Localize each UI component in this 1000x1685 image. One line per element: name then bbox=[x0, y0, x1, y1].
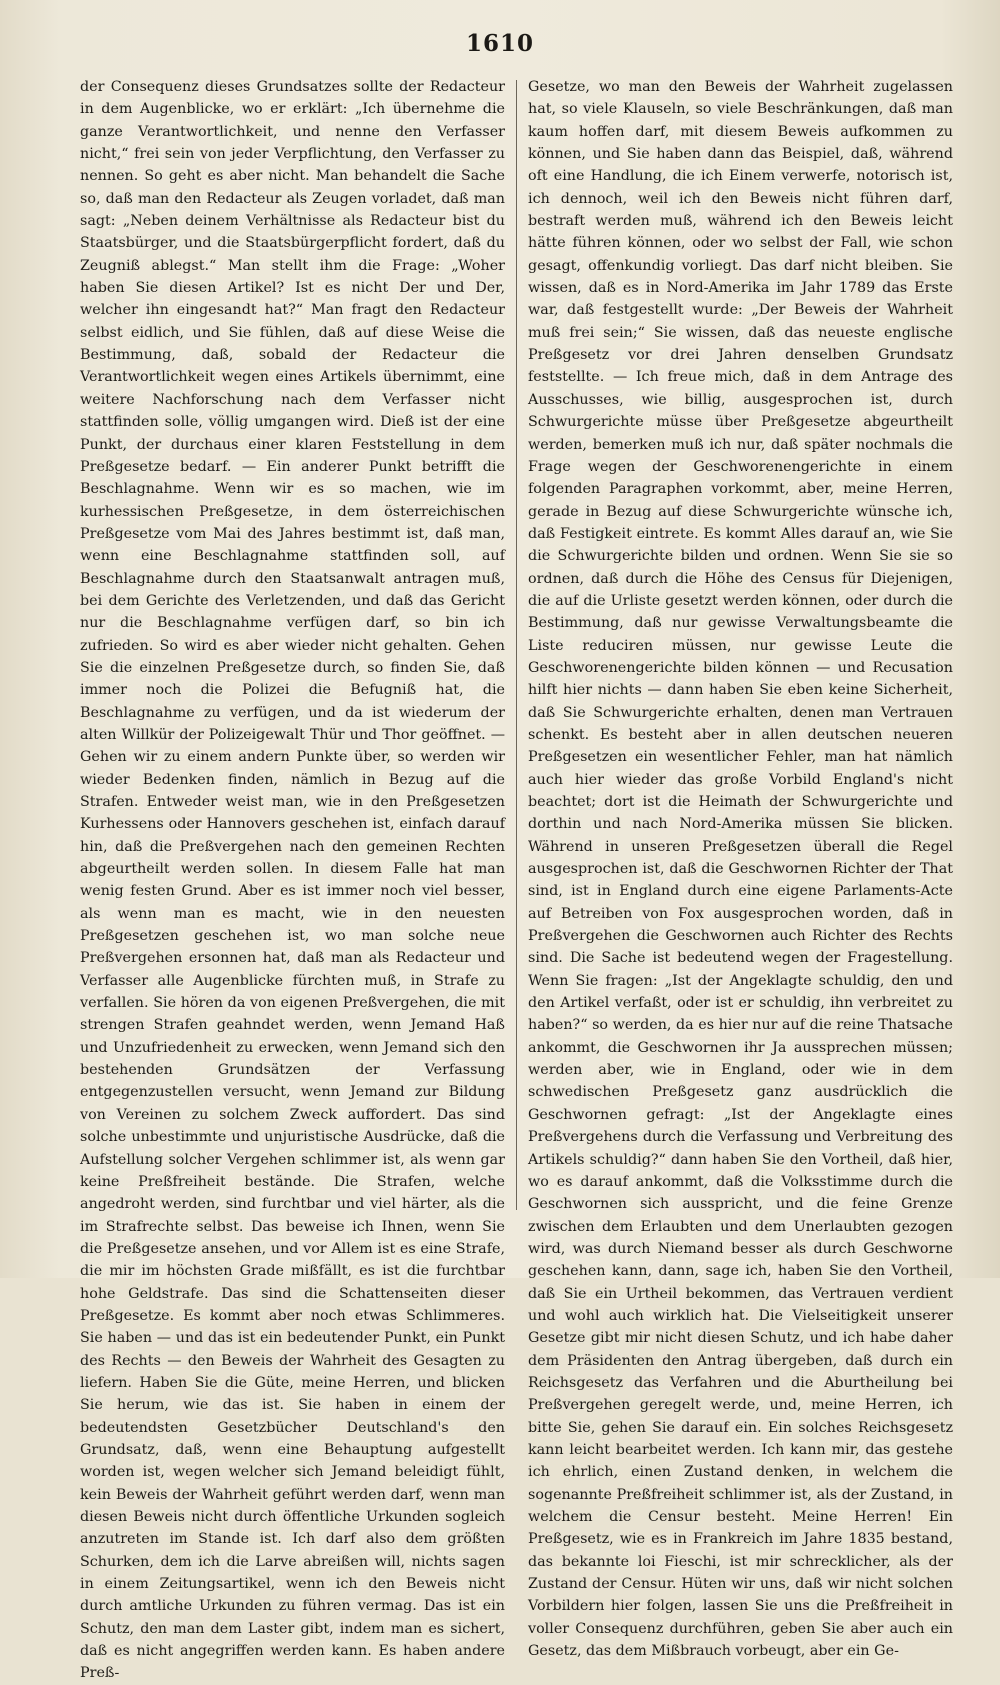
text-column-right bbox=[528, 76, 953, 1660]
column-text-right: Gesetze, wo man den Beweis der Wahrheit zugelassen hat, so viele Klauseln, so viele Beschränkungen, daß man kaum hoffen darf, mit diesem Beweis aufkommen zu können, und Sie haben dann das Beispiel, daß, während oft eine Handlung, die ich Einem verwerfe, notorisch ist, ich dennoch, weil ich den Beweis nicht führen darf, bestraft werden muß, während ich den Beweis leicht hätte führen können, oder wo selbst der Fall, wie schon gesagt, offenkundig vorliegt. Das darf nicht bleiben. Sie wissen, daß es in Nord-Amerika im Jahr 1789 das Erste war, daß festgestellt wurde: „Der Beweis der Wahrheit muß frei sein;“ Sie wissen, daß das neueste englische Preßgesetz vor drei Jahren denselben Grundsatz feststellte. — Ich freue mich, daß in dem Antrage des Ausschusses, wie billig, ausgesprochen ist, durch Schwurgerichte müsse über Preßgesetze abgeurtheilt werden, bemerken muß ich nur, daß später nochmals die Frage wegen der Geschworenengerichte in einem folgenden Paragraphen vorkommt, aber, meine Herren, gerade in Bezug auf diese Schwurgerichte wünsche ich, daß Festigkeit eintrete. Es kommt Alles darauf an, wie Sie die Schwurgerichte bilden und ordnen. Wenn Sie sie so ordnen, daß durch die Höhe des Census für Diejenigen, die auf die Urliste gesetzt werden können, oder durch die Bestimmung, daß nur gewisse Verwaltungsbeamte die Liste reduciren müssen, nur gewisse Leute die Geschworenengerichte bilden können — und Recusation hilft hier nichts — dann haben Sie eben keine Sicherheit, daß Sie Schwurgerichte erhalten, denen man Vertrauen schenkt. Es besteht aber in allen deutschen neueren Preßgesetzen ein wesentlicher Fehler, man hat nämlich auch hier wieder das große Vorbild England's nicht beachtet; dort ist die Heimath der Schwurgerichte und dorthin und nach Nord-Amerika müssen Sie blicken. Während in unseren Preßgesetzen überall die Regel ausgesprochen ist, daß die Geschwornen Richter der That sind, ist in England durch eine eigene Parlaments-Acte auf Betreiben von Fox ausgesprochen worden, daß in Preßvergehen die Geschwornen auch Richter des Rechts sind. Die Sache ist bedeutend wegen der Fragestellung. Wenn Sie fragen: „Ist der Angeklagte schuldig, den und den Artikel verfaßt, oder ist er schuldig, ihn verbreitet zu haben?“ so werden, da es hier nur auf die reine Thatsache ankommt, die Geschwornen ihr Ja aussprechen müssen; werden aber, wie in England, oder wie in dem schwedischen Preßgesetz ganz ausdrücklich die Geschwornen gefragt: „Ist der Angeklagte eines Preßvergehens durch die Verfassung und Verbreitung des Artikels schuldig?“ dann haben Sie den Vortheil, daß hier, wo es darauf ankommt, daß die Volksstimme durch die Geschwornen sich ausspricht, und die feine Grenze zwischen dem Erlaubten und dem Unerlaubten gezogen wird, was durch Niemand besser als durch Geschworne geschehen kann, dann, sage ich, haben Sie den Vortheil, daß Sie ein Urtheil bekommen, das Vertrauen verdient und wohl auch wirklich hat. Die Vielseitigkeit unserer Gesetze gibt mir nicht diesen Schutz, und ich habe daher dem Präsidenten den Antrag übergeben, daß durch ein Reichsgesetz das Verfahren und die Aburtheilung bei Preßvergehen geregelt werde, und, meine Herren, ich bitte Sie, gehen Sie darauf ein. Ein solches Reichsgesetz kann leicht bearbeitet werden. Ich kann mir, das gestehe ich ehrlich, einen Zustand denken, in welchem die sogenannte Preßfreiheit schlimmer ist, als der Zustand, in welchem die Censur besteht. Meine Herren! Ein Preßgesetz, wie es in Frankreich im Jahre 1835 bestand, das bekannte loi Fieschi, ist mir schrecklicher, als der Zustand der Censur. Hüten wir uns, daß wir nicht solchen Vorbildern hier folgen, lassen Sie uns die Preßfreiheit in voller Consequenz durchführen, geben Sie aber auch ein Gesetz, das dem Mißbrauch vorbeugt, aber ein Ge- bbox=[528, 79, 953, 1660]
text-column-left bbox=[80, 76, 505, 1682]
page-number: 1610 bbox=[465, 30, 534, 57]
column-text-left: der Consequenz dieses Grundsatzes sollte der Redacteur in dem Augenblicke, wo er erklärt: „Ich übernehme die ganze Verantwortlichkeit, und nenne den Verfasser nicht,“ frei sein von jeder Verpflichtung, den Verfasser zu nennen. So geht es aber nicht. Man behandelt die Sache so, daß man den Redacteur als Zeugen vorladet, daß man sagt: „Neben deinem Verhältnisse als Redacteur bist du Staatsbürger, und die Staatsbürgerpflicht fordert, daß du Zeugniß ablegst.“ Man stellt ihm die Frage: „Woher haben Sie diesen Artikel? Ist es nicht Der und Der, welcher ihn eingesandt hat?“ Man fragt den Redacteur selbst eidlich, und Sie fühlen, daß auf diese Weise die Bestimmung, daß, sobald der Redacteur die Verantwortlichkeit wegen eines Artikels übernimmt, eine weitere Nachforschung nach dem Verfasser nicht stattfinden solle, völlig umgangen wird. Dieß ist der eine Punkt, der durchaus einer klaren Feststellung in dem Preßgesetze bedarf. — Ein anderer Punkt betrifft die Beschlagnahme. Wenn wir es so machen, wie im kurhessischen Preßgesetze, in dem österreichischen Preßgesetze vom Mai des Jahres bestimmt ist, daß man, wenn eine Beschlagnahme stattfinden soll, auf Beschlagnahme durch den Staatsanwalt antragen muß, bei dem Gerichte des Verletzenden, und daß das Gericht nur die Beschlagnahme verfügen darf, so bin ich zufrieden. So wird es aber wieder nicht gehalten. Gehen Sie die einzelnen Preßgesetze durch, so finden Sie, daß immer noch die Polizei die Befugniß hat, die Beschlagnahme zu verfügen, und da ist wiederum der alten Willkür der Polizeigewalt Thür und Thor geöffnet. — Gehen wir zu einem andern Punkte über, so werden wir wieder Bedenken finden, nämlich in Bezug auf die Strafen. Entweder weist man, wie in den Preßgesetzen Kurhessens oder Hannovers geschehen ist, einfach darauf hin, daß die Preßvergehen nach den gemeinen Rechten abgeurtheilt werden sollen. In diesem Falle hat man wenig festen Grund. Aber es ist immer noch viel besser, als wenn man es macht, wie in den neuesten Preßgesetzen geschehen ist, wo man solche neue Preßvergehen ersonnen hat, daß man als Redacteur und Verfasser alle Augenblicke fürchten muß, in Strafe zu verfallen. Sie hören da von eigenen Preßvergehen, die mit strengen Strafen geahndet werden, wenn Jemand Haß und Unzufriedenheit zu erwecken, wenn Jemand sich den bestehenden Grundsätzen der Verfassung entgegenzustellen versucht, wenn Jemand zur Bildung von Vereinen zu solchem Zweck auffordert. Das sind solche unbestimmte und unjuristische Ausdrücke, daß die Aufstellung solcher Vergehen schlimmer ist, als wenn gar keine Preßfreiheit bestände. Die Strafen, welche angedroht werden, sind furchtbar und viel härter, als die im Strafrechte selbst. Das beweise ich Ihnen, wenn Sie die Preßgesetze ansehen, und vor Allem ist es eine Strafe, die mir im höchsten Grade mißfällt, es ist die furchtbar hohe Geldstrafe. Das sind die Schattenseiten dieser Preßgesetze. Es kommt aber noch etwas Schlimmeres. Sie haben — und das ist ein bedeutender Punkt, ein Punkt des Rechts — den Beweis der Wahrheit des Gesagten zu liefern. Haben Sie die Güte, meine Herren, und blicken Sie herum, wie das ist. Sie haben in einem der bedeutendsten Gesetzbücher Deutschland's den Grundsatz, daß, wenn eine Behauptung aufgestellt worden ist, wegen welcher sich Jemand beleidigt fühlt, kein Beweis der Wahrheit geführt werden darf, wenn man diesen Beweis nicht durch öffentliche Urkunden sogleich anzutreten im Stande ist. Ich darf also dem größten Schurken, dem ich die Larve abreißen will, nichts sagen in einem Zeitungsartikel, wenn ich den Beweis nicht durch amtliche Urkunden zu führen vermag. Das ist ein Schutz, den man dem Laster gibt, indem man es sichert, daß es nicht angegriffen werden kann. Es haben andere Preß- bbox=[80, 79, 505, 1682]
column-divider bbox=[516, 80, 517, 1210]
